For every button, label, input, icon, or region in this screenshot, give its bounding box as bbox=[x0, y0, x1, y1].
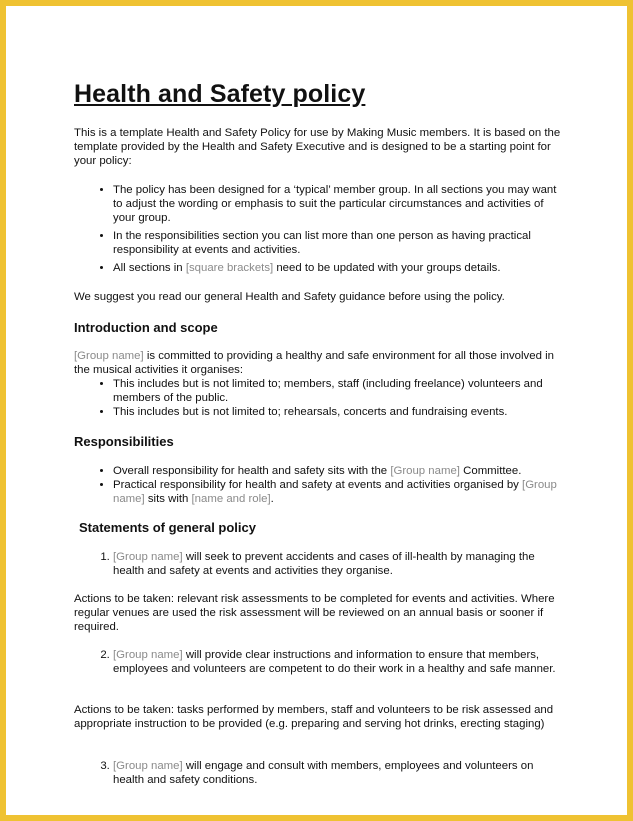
placeholder-text: [Group name] bbox=[113, 551, 183, 563]
list-item: 3. [Group name] will engage and consult with members, employees and volunteers on health and safety conditions. bbox=[113, 759, 564, 787]
list-item: 2. [Group name] will provide clear instructions and information to ensure that members, employees and volunteers are competent to do their work in a healthy and safe manner. bbox=[113, 648, 564, 676]
list-item: • All sections in [square brackets] need to be updated with your groups details. bbox=[113, 261, 564, 275]
responsibilities-list bbox=[74, 464, 564, 506]
placeholder-text: [square brackets] bbox=[185, 262, 274, 274]
placeholder-text: [Group name] bbox=[113, 479, 557, 505]
list-item: • Practical responsibility for health and safety at events and activities organised by [Group name] sits with [name and role]. bbox=[113, 478, 564, 506]
list-item: • In the responsibilities section you can list more than one person as having practical responsibility at events and activities. bbox=[113, 229, 564, 257]
placeholder-text: [Group name] bbox=[113, 760, 183, 772]
document-title: Health and Safety policy bbox=[74, 80, 366, 108]
actions-paragraph-2: Actions to be taken: tasks performed by members, staff and volunteers to be risk assessed and appropriate instruction to be provided (e.g. preparing and serving hot drinks, erecting staging) bbox=[74, 704, 554, 730]
intro-scope-paragraph: [Group name] is committed to providing a healthy and safe environment for all those involved in the musical activities it organises: • This includes but is not limited to; members, staff (including freelance) volunteers and members of the public. • This includes but is not limited to; rehearsals, concerts and fundraising events. bbox=[74, 349, 564, 419]
document-page bbox=[6, 6, 627, 815]
suggest-paragraph: We suggest you read our general Health and Safety guidance before using the policy. bbox=[74, 291, 505, 303]
statement-1 bbox=[74, 550, 564, 578]
list-item: • This includes but is not limited to; members, staff (including freelance) volunteers and members of the public. bbox=[113, 377, 564, 405]
intro-paragraph: This is a template Health and Safety Policy for use by Making Music members. It is based on the template provided by the Health and Safety Executive and is designed to be a starting point for your policy: bbox=[74, 127, 561, 167]
section-heading-intro-scope: Introduction and scope bbox=[74, 320, 218, 335]
list-item: 1. [Group name] will seek to prevent accidents and cases of ill-health by managing the health and safety at events and activities they organise. bbox=[113, 550, 564, 578]
statement-3 bbox=[74, 759, 564, 787]
section-heading-responsibilities: Responsibilities bbox=[74, 434, 174, 449]
placeholder-text: [name and role] bbox=[191, 493, 271, 505]
list-item: • Overall responsibility for health and safety sits with the [Group name] Committee. bbox=[113, 464, 564, 478]
statement-2 bbox=[74, 648, 564, 676]
placeholder-text: [Group name] bbox=[390, 465, 460, 477]
list-item: • This includes but is not limited to; rehearsals, concerts and fundraising events. bbox=[113, 405, 564, 419]
list-item: • The policy has been designed for a ‘typical’ member group. In all sections you may want to adjust the wording or emphasis to suit the particular circumstances and activities of your group. bbox=[113, 183, 564, 225]
placeholder-text: [Group name] bbox=[74, 350, 144, 362]
intro-bullet-list bbox=[74, 183, 564, 275]
placeholder-text: [Group name] bbox=[113, 649, 183, 661]
section-heading-statements: Statements of general policy bbox=[79, 520, 256, 535]
actions-paragraph-1: Actions to be taken: relevant risk assessments to be completed for events and activities. Where regular venues are used the risk assessment will be reviewed on an annual basis or sooner if required. bbox=[74, 593, 555, 633]
